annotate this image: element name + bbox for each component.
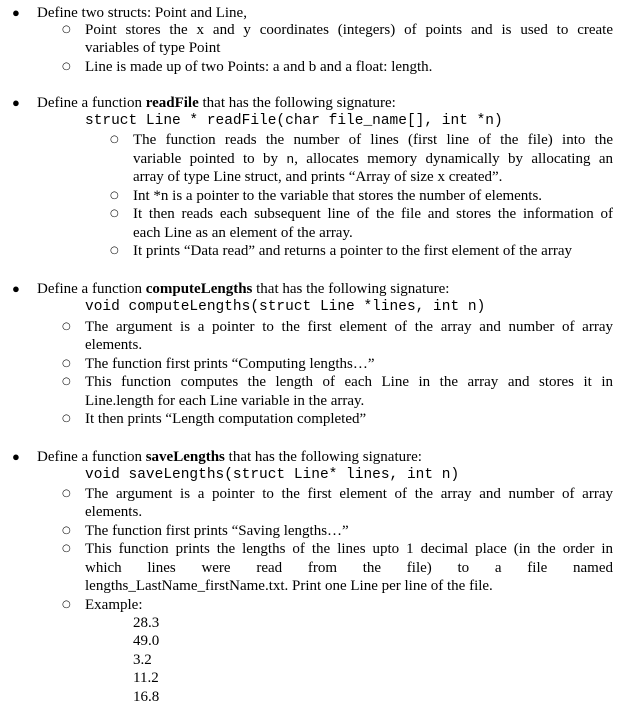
sub-bullet: ○	[110, 190, 119, 201]
s2-a-line2: variable pointed to by n, allocates memory dynamically by allocating an	[133, 151, 613, 167]
s3-c-line1: This function computes the length of each Line in the array and stores it in	[85, 374, 613, 390]
bullet: ●	[12, 281, 20, 296]
sub-bullet: ○	[62, 61, 71, 72]
s4-a-line1: The argument is a pointer to the first element of the array and number of array	[85, 486, 613, 502]
s1-point-line1: Point stores the x and y coordinates (integers) of points and is used to create	[85, 22, 613, 38]
bullet: ●	[12, 449, 20, 464]
s3-signature: void computeLengths(struct Line *lines, int n)	[85, 299, 486, 315]
s2-a-line1: The function reads the number of lines (first line of the file) into the	[133, 132, 613, 148]
sub-bullet: ○	[110, 245, 119, 256]
func-name: computeLengths	[145, 281, 253, 297]
s4-b: The function first prints “Saving lengths…”	[85, 523, 349, 539]
sub-bullet: ○	[62, 321, 71, 332]
s3-c-line2: Line.length for each Line variable in the array.	[85, 393, 365, 409]
example-value: 28.3	[133, 615, 160, 631]
sub-bullet: ○	[62, 376, 71, 387]
bullet: ●	[12, 5, 20, 20]
sub-bullet: ○	[110, 208, 119, 219]
s3-b: The function first prints “Computing lengths…”	[85, 356, 375, 372]
s2-d: It prints “Data read” and returns a pointer to the first element of the array	[133, 243, 572, 259]
func-name: readFile	[145, 95, 199, 111]
section3-heading: Define a function computeLengths that has the following signature:	[37, 281, 450, 297]
s4-a-line2: elements.	[85, 504, 143, 520]
bullet: ●	[12, 95, 20, 110]
example-value: 16.8	[133, 689, 160, 705]
section2-heading: Define a function readFile that has the following signature:	[37, 95, 396, 111]
example-value: 3.2	[133, 652, 152, 668]
s3-d: It then prints “Length computation completed”	[85, 411, 367, 427]
s2-c-line1: It then reads each subsequent line of the file and stores the information of	[133, 206, 613, 222]
section1-heading: Define two structs: Point and Line,	[37, 5, 247, 21]
example-value: 11.2	[133, 670, 159, 686]
sub-bullet: ○	[62, 525, 71, 536]
s4-c-line3: lengths_LastName_firstName.txt. Print one Line per line of the file.	[85, 578, 493, 594]
func-name: saveLengths	[145, 449, 225, 465]
sub-bullet: ○	[62, 413, 71, 424]
s4-c-line1: This function prints the lengths of the lines upto 1 decimal place (in the order in	[85, 541, 613, 557]
s1-line-desc: Line is made up of two Points: a and b and a float: length.	[85, 59, 433, 75]
s3-a-line1: The argument is a pointer to the first element of the array and number of array	[85, 319, 613, 335]
s4-d: Example:	[85, 597, 143, 613]
section4-heading: Define a function saveLengths that has the following signature:	[37, 449, 422, 465]
s4-signature: void saveLengths(struct Line* lines, int n)	[85, 467, 460, 483]
s2-b: Int *n is a pointer to the variable that stores the number of elements.	[133, 188, 543, 204]
sub-bullet: ○	[62, 543, 71, 554]
s2-signature: struct Line * readFile(char file_name[], int *n)	[85, 113, 503, 129]
sub-bullet: ○	[62, 358, 71, 369]
sub-bullet: ○	[62, 488, 71, 499]
s3-a-line2: elements.	[85, 337, 143, 353]
s1-point-line2: variables of type Point	[85, 40, 221, 56]
example-value: 49.0	[133, 633, 160, 649]
sub-bullet: ○	[62, 24, 71, 35]
s2-a-line3: array of type Line struct, and prints “Array of size x created”.	[133, 169, 503, 185]
s4-c-line2: which lines were read from the file) to a file named	[85, 560, 613, 576]
sub-bullet: ○	[62, 599, 71, 610]
s2-c-line2: each Line as an element of the array.	[133, 225, 353, 241]
sub-bullet: ○	[110, 134, 119, 145]
